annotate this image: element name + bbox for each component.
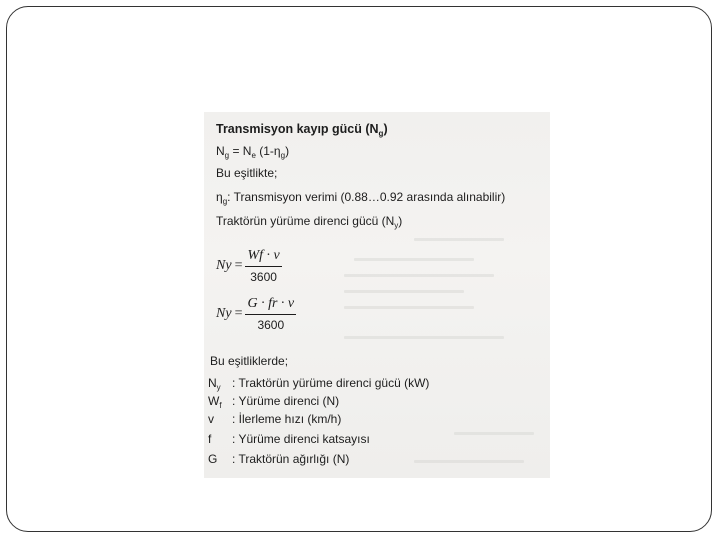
definition-item: v : İlerleme hızı (km/h) <box>208 412 342 426</box>
bleed-mark <box>344 336 504 339</box>
definition-item: $N_y$ : Traktörün yürüme direnci gücü (kW) <box>208 376 430 392</box>
bleed-mark <box>344 274 494 277</box>
bleed-mark <box>344 290 464 293</box>
bleed-mark <box>414 238 504 241</box>
formula-ny-wf: Ny = $\frac{Wf \cdot v}{3600}$ <box>216 248 280 284</box>
definition-item: $W_f$ : Yürüme direnci (N) <box>208 394 340 410</box>
bleed-mark <box>414 460 524 463</box>
bleed-mark <box>454 432 534 435</box>
definition-item: G : Traktörün ağırlığı (N) <box>208 452 350 466</box>
bu-esitlikte-text: Bu eşitlikte; <box>216 166 278 180</box>
scanned-page <box>204 112 550 478</box>
ny-title: Traktörün yürüme direnci gücü $(N_y)$ <box>216 214 403 230</box>
bleed-mark <box>354 258 474 261</box>
definitions-heading: Bu eşitliklerde; <box>210 354 289 368</box>
eta-definition: $\eta_g$: Transmisyon verimi (0.88…0.92 arasında alınabilir) <box>216 190 506 206</box>
section-title: Transmisyon kayıp gücü $(N_g)$ <box>216 122 388 138</box>
formula-ny-gfr: Ny = $\frac{G \cdot fr \cdot v}{3600}$ <box>216 296 295 332</box>
formula-ng: $N_g = N_e$ $(1-\eta_g)$ <box>216 144 290 160</box>
bleed-mark <box>344 306 474 309</box>
definition-item: f : Yürüme direnci katsayısı <box>208 432 370 446</box>
